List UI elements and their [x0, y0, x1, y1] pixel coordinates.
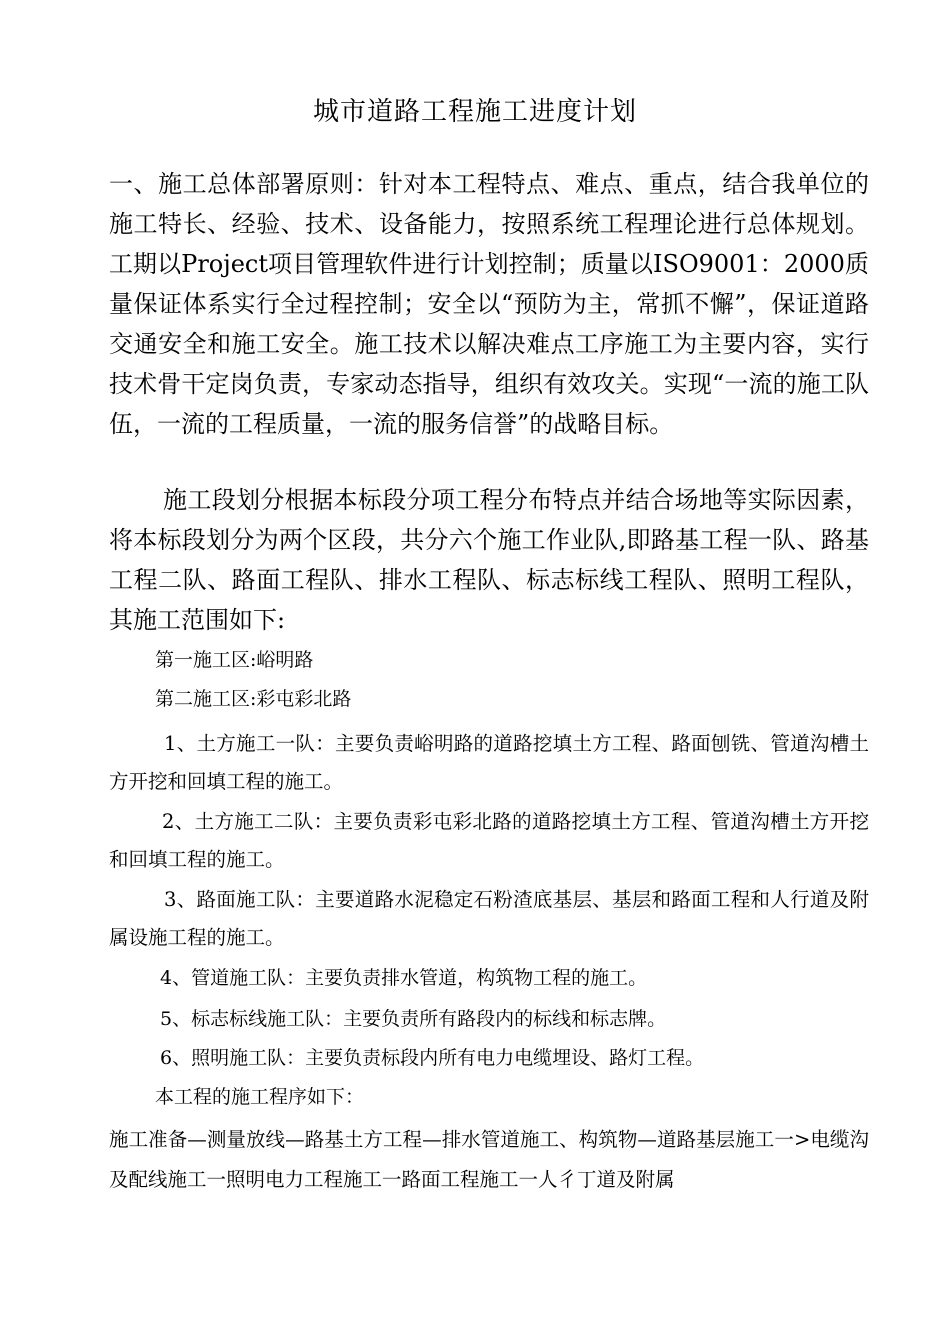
- team-item-4: 4、管道施工队：主要负责排水管道，构筑物工程的施工。: [160, 967, 648, 989]
- procedure-sequence: 施工准备—测量放线—路基土方工程—排水管道施工、构筑物—道路基层施工一>电缆沟及配线施工一照明电力工程施工一路面工程施工一人彳丁道及附属: [109, 1128, 869, 1191]
- team-item-5: 5、标志标线施工队：主要负责所有路段内的标线和标志牌。: [160, 1008, 667, 1030]
- principle-paragraph: 一、施工总体部署原则：针对本工程特点、难点、重点，结合我单位的施工特长、经验、技术、设备能力，按照系统工程理论进行总体规划。工期以Project项目管理软件进行计划控制；质量以ISO9001：2000质量保证体系实行全过程控制；安全以“预防为主，常抓不懈”，保证道路交通安全和施工安全。施工技术以解决难点工序施工为主要内容，实行技术骨干定岗负责，专家动态指导，组织有效攻关。实现“一流的施工队伍，一流的工程质量，一流的服务信誉”的战略目标。: [109, 170, 869, 438]
- document-title: 城市道路工程施工进度计划: [312, 97, 637, 127]
- procedure-intro: 本工程的施工程序如下：: [155, 1086, 365, 1108]
- construction-area-1: 第一施工区:峪明路: [155, 649, 314, 671]
- team-item-3: 3、路面施工队：主要道路水泥稳定石粉渣底基层、基层和路面工程和人行道及附属设施工程的施工。: [109, 888, 869, 949]
- team-item-6: 6、照明施工队：主要负责标段内所有电力电缆埋设、路灯工程。: [160, 1047, 705, 1069]
- team-item-2: 2、土方施工二队：主要负责彩屯彩北路的道路挖填土方工程、管道沟槽土方开挖和回填工程的施工。: [109, 810, 869, 871]
- construction-area-2: 第二施工区:彩屯彩北路: [155, 688, 352, 710]
- team-item-1: 1、土方施工一队：主要负责峪明路的道路挖填土方工程、路面刨铣、管道沟槽土方开挖和回填工程的施工。: [109, 732, 869, 793]
- sections-paragraph: 施工段划分根据本标段分项工程分布特点并结合场地等实际因素，将本标段划分为两个区段，共分六个施工作业队,即路基工程一队、路基工程二队、路面工程队、排水工程队、标志标线工程队、照明工程队，其施工范围如下:: [109, 486, 869, 634]
